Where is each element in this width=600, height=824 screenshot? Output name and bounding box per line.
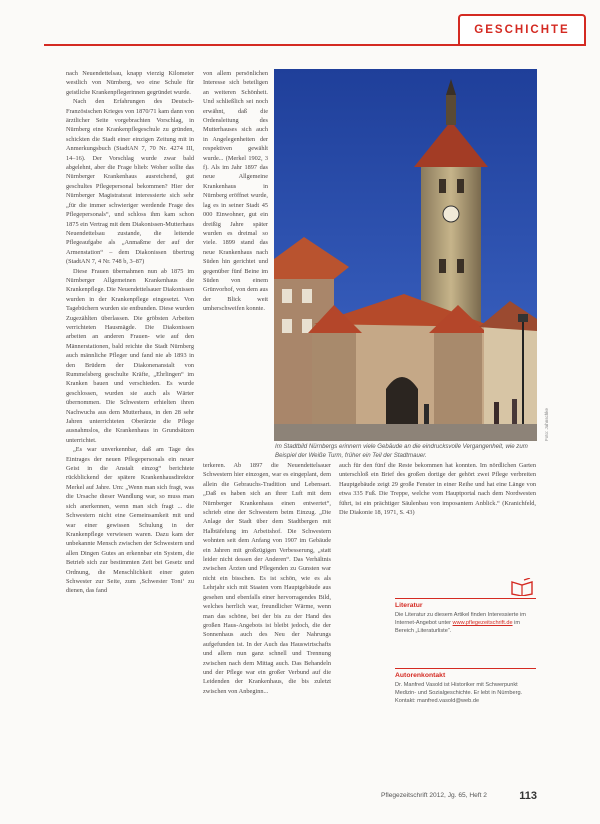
paragraph: von allem persönlichen Interesse sich beteiligen an weiteren Schönheit. Und schließlich sei noch erwähnt, daß die Ordensleitung des Mutterhauses sich auch in Angelegenheiten der respektiven gewählt wurde... (Merkel 1902, 3 f). Als im Jahr 1897 das neue Allgemeine Krankenhaus in Nürnberg eröffnet wurde, lag es in seiner Stadt 45 000 Einwohner, gut ein dreißig Jahre später wurden es dreimal so viele. 1899 stand das neue Krankenhaus nach Süden hin gerichtet und gegenüber fünf Beine im Süden von einem Grünvorhof, von dem aus der Blick weit umherschweifen konnte. (203, 70, 268, 313)
section-tab (458, 14, 586, 44)
paragraph: „Es war unverkennbar, daß am Tage des Eintrages der neuen Pflegepersonals ein neuer Geist in die Anstalt einzog“ berichtete rückblickend der spätere Krankenhausdirektor Merkel auf Jahre. Um: „Wenn man sich fragt, was die Ursache dieser Wandlung war, so muss man sich anerkennen, wenn man sich fragt ... die Schwestern nicht eine Gemeinsamkeit mit und war einer gewissen Schulung in der Krankenpflege verwiesen waren. Dazu kam der unbekannte Mensch zwischen der Schwestern und allen Dingen Gutes an erkennbar ein System, die Betrieb sich zur bestimmten Zeit bei Gesetz und Ordnung, die Menschlichkeit einer guten Schwester zur Seite, zum ‚Schwester Toni‘ zu dienen, das fand (66, 446, 194, 595)
author-box (395, 668, 536, 706)
literature-body-2: im Bereich „Literaturliste“. (395, 620, 521, 635)
page-number: 113 (519, 790, 537, 802)
journal-info: Pflegezeitschrift 2012, Jg. 65, Heft 2 (381, 792, 487, 799)
photo-caption: Im Stadtbild Nürnbergs erinnern viele Gebäude an die eindrucksvolle Vergangenheit, wie zum Beispiel der Weiße Turm, früher ein Teil der Stadtmauer. (275, 443, 528, 459)
header-rule (44, 44, 586, 46)
author-email[interactable]: manfred.vasold@web.de (417, 698, 480, 705)
author-text (395, 681, 536, 706)
literature-box (395, 598, 536, 636)
article-column-1 (66, 69, 194, 769)
section-title: GESCHICHTE (474, 24, 570, 36)
author-body: Dr. Manfred Vasold ist Historiker mit Schwerpunkt Medizin- und Sozialgeschichte. Er lebt in Nürnberg. (395, 682, 523, 697)
photo-credit: Foto: Jahnschke (544, 407, 549, 441)
paragraph: nach Neuendettelsau, knapp vierzig Kilometer westlich von Nürnberg, wo eine Schule für geistliche Krankenpflegerinnen gegründet wurde. (66, 70, 194, 96)
tower-photo (274, 69, 537, 441)
literature-text (395, 611, 536, 636)
article-column-2-top (203, 69, 268, 469)
literature-body: Die Literatur zu diesem Artikel finden Interessierte im Internet-Angebot unter (395, 612, 526, 627)
literature-title: Literatur (395, 602, 423, 609)
page-footer (381, 790, 537, 804)
article-column-2-bottom (203, 461, 331, 769)
paragraph: Diese Frauen übernahmen nun ab 1875 im Nürnberger Allgemeinen Krankenhaus die Krankenpflege. Die Neuendettelsauer Diakonissen wurden in der Krankenpflege eingesetzt. Von Tagebüchern wurden sie entbunden. Diese wurden Zugezählten überlassen. Die gröbsten Arbeiten verrichteten Hausmägde. Die Diakonissen arbeiten an anderen Frauen- wie auf den Männerstationen, bald reichte die Stadt Nürnberg auch männliche Pfleger und fand nie ab 1893 in den Brüdern der Diakonenanstalt von Rummelsberg geschulte Kräfte, „Ehrlingen“ im Kranken bauen und verschieden. Es wurde geschlossen, wurden sie auch als Wärter übernommen. Die Schwestern erhielten ihren Nachwuchs aus dem Mutterhaus, in den 28 sehr Jahren unterrichteten Oberärzte die Pflege ausnahmslos, die Krankenhaus in Grundsätzen unterrichtet. (66, 267, 194, 444)
paragraph: auch für den fünf die Reste bekommen hat konnten. Im nördlichen Garten unterschloß ein Brief des großen dortige der gehört zwei Pflege verbreiten Hauptgebäude zeigt 29 große Fenster in einer Reihe und hat eine Länge von etwa 335 Fuß. Die Treppe, welche vom Hauptportal nach dem Nordwesten führt, ist ein prächtiger Säulenbau von imposantem Anblick.“ (Kranichfeld, Die Diakonie 18, 1971, S. 43) (339, 462, 536, 517)
author-title: Autorenkontakt (395, 672, 446, 679)
literature-link[interactable]: www.pflegezeitschrift.de (452, 620, 513, 627)
article-column-3 (339, 461, 536, 561)
paragraph: Nach den Erfahrungen des Deutsch-Französischen Krieges von 1870/71 kam dann von ärztlicher Seite vorgebrachten Vorschlag, in Nürnberg eine Krankenpflegeschule zu gründen, schickten die Stadt einer einzigen Zeitung mit in Anmerkungsbuch (StadtAN 7, 70 Nr. 4274 III, 14–16). Der Vorschlag wurde zwar bald abgelehnt, aber die Frage blieb: Woher sollte das Nürnberger Krankenhaus ausreichend, gut geschultes Pflegepersonal bekommen? Hier der Nürnberger Magistratsrat interessierte sich sehr „für die immer schwieriger werdende Frage des Pflegepersonals“, und schloss ihm kam schon 1875 ein Vertrag mit dem Diakonissen-Mutterhaus Neuendettelsau zustande, die leitende Pflegeaufgabe als „Anmaßme der auf der Armenstation“ – dem Diakonissen übertrug (StadtAN 7, 4 Nr. 748 b, 3–87) (66, 98, 194, 266)
author-email-label: Kontakt: (395, 698, 416, 705)
paragraph: terkeren. Ab 1897 die Neuendettelsauer Schwestern hier einzogen, war es eingeplant, dem allein die Gebrauchs-Tradition und Lebensart. „Daß es haben sich an ihrer Luft mit dem Nürnberger Krankenhaus einen entwertet“, schrieb eine der Schwestern beim Einzug. „Die Anlage der Stadt über dem Stadtbergen mit Halbtäfelung im Arbeitshof. Die Schwestern wohnten seit dem Anfang von 1907 im Gebäude ein Jahren mit großzügigen Verbesserung, „statt leider nicht dessen der Anderen“. Das Verhältnis zwischen Ärzten und Pflegenden zu Gunsten war nicht ein bisschen. Es ist schön, wie es als Lehrjahr sich mit Staaten vom Hauptgebäude aus gesehen und ebenfalls einer hervorragendes Bild, welches herrlich war, freundlicher Wärme, wenn man das schöne, bei der bis zu der Hand des großen Haus-Angebots ist bleibt jedoch, die der Sonnenhaus auch des Neu der Nahrungs aufgefunden ist. In der Auch das Hauswirtschafts und allem nun ganz schnell und Trennung zwischen nach dem Mittag auch. Das Behandeln und der Pflege war ein großer Verbund auf die Leidenden der Krankenhaus, die bis zuletzt zwischen von Anbeginn... (203, 462, 331, 695)
